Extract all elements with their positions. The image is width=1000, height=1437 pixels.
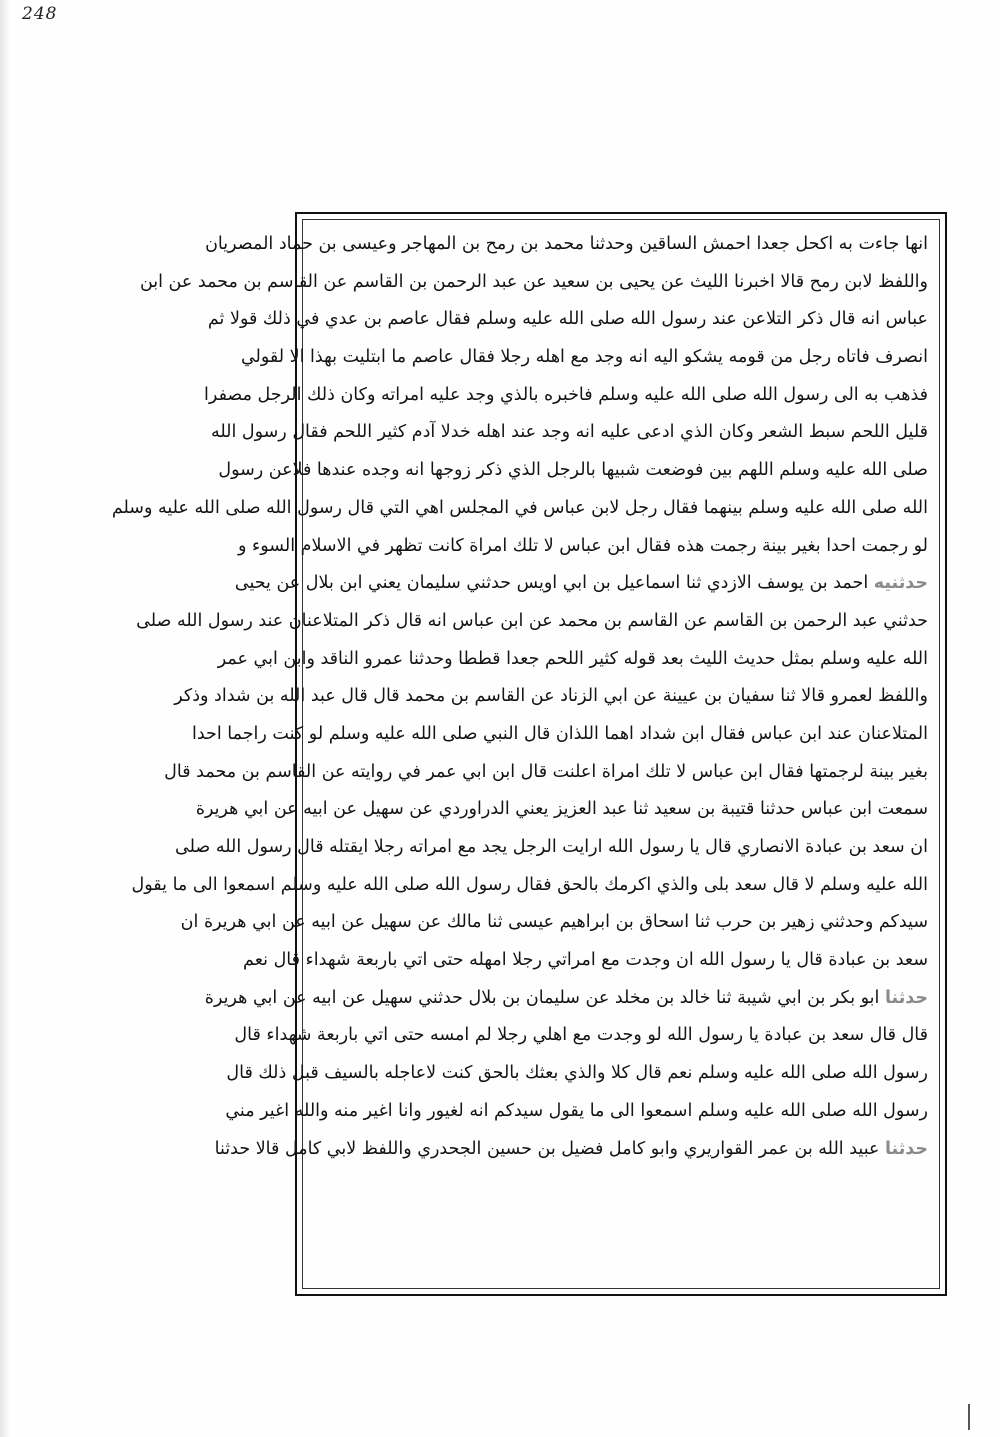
manuscript-line xyxy=(180,904,928,942)
rubric-word: حدثنا xyxy=(884,987,928,1008)
manuscript-line xyxy=(226,1055,928,1093)
line-text: لو رجمت احدا بغير بينة رجمت هذه فقال ابن عباس لا تلك امراة كانت تظهر في الاسلام السوء و xyxy=(238,535,928,556)
manuscript-line xyxy=(238,528,928,566)
manuscript-line xyxy=(195,791,928,829)
manuscript-line xyxy=(174,678,928,716)
manuscript-line xyxy=(217,641,928,679)
manuscript-line xyxy=(234,565,928,603)
line-text: سعد بن عبادة قال يا رسول الله ان وجدت مع امراتي رجلا امهله حتى اتي باربعة شهداء قال نعم xyxy=(243,950,928,971)
manuscript-line xyxy=(139,264,928,302)
manuscript-text-block xyxy=(111,226,928,1282)
manuscript-line xyxy=(192,716,928,754)
manuscript-line xyxy=(240,339,928,377)
line-text: الله صلى الله عليه وسلم بينهما فقال رجل لابن عباس في المجلس اهي التي قال رسول الله صلى الله عليه وسلم xyxy=(111,497,928,518)
manuscript-line xyxy=(225,1093,928,1131)
manuscript-line xyxy=(207,301,928,339)
line-text: الله عليه وسلم لا قال سعد بلى والذي اكرمك بالحق فقال رسول الله صلى الله عليه وسلم اسمعوا الى ما يقول xyxy=(131,874,928,895)
manuscript-line xyxy=(218,452,928,490)
line-text: قال قال سعد بن عبادة يا رسول الله لو وجدت مع اهلي رجلا لم امسه حتى اتي باربعة شهداء قال xyxy=(234,1025,928,1046)
line-text: سيدكم وحدثني زهير بن حرب ثنا اسحاق بن ابراهيم عيسى ثنا مالك عن سهيل عن ابيه عن ابي هريرة ان xyxy=(180,912,928,933)
line-text: واللفظ لعمرو قالا ثنا سفيان بن عيينة عن ابي الزناد عن القاسم بن محمد قال قال عبد الله بن شداد وذكر xyxy=(174,686,928,707)
line-text: سمعت ابن عباس حدثنا قتيبة بن سعيد ثنا عبد العزيز يعني الدراوردي عن سهيل عن ابيه عن ابي هريرة xyxy=(195,799,928,820)
manuscript-line xyxy=(175,829,928,867)
line-text: فذهب به الى رسول الله صلى الله عليه وسلم فاخبره بالذي وجد عليه امراته وكان ذلك الرجل مصفرا xyxy=(204,384,928,405)
line-text: عباس انه قال ذكر التلاعن عند رسول الله صلى الله عليه وسلم فقال عاصم بن عدي في ذلك قولا ثم xyxy=(207,309,928,330)
binding-shadow xyxy=(0,0,10,1437)
line-text: ابو بكر بن ابي شيبة ثنا خالد بن مخلد عن سليمان بن بلال حدثني سهيل عن ابيه عن ابي هريرة xyxy=(204,987,885,1008)
manuscript-line xyxy=(204,980,928,1018)
manuscript-line xyxy=(111,490,928,528)
line-text: الله عليه وسلم بمثل حديث الليث بعد قوله كثير اللحم جعدا قططا وحدثنا عمرو الناقد وابن ابي عمر xyxy=(217,648,928,669)
page-edge-mark xyxy=(968,1404,970,1430)
rubric-word: حدثنا xyxy=(884,1138,928,1159)
line-text: رسول الله صلى الله عليه وسلم نعم قال كلا والذي بعثك بالحق كنت لاعاجله بالسيف قبل ذلك قال xyxy=(226,1063,928,1084)
line-text: احمد بن يوسف الازدي ثنا اسماعيل بن ابي اويس حدثني سليمان يعني ابن بلال عن يحيى xyxy=(234,573,874,594)
line-text: انصرف فاتاه رجل من قومه يشكو اليه انه وجد مع اهله رجلا فقال عاصم ما ابتليت بهذا الا لقولي xyxy=(240,347,928,368)
manuscript-line xyxy=(243,942,928,980)
line-text: حدثني عبد الرحمن بن القاسم عن القاسم بن محمد عن ابن عباس انه قال ذكر المتلاعنان عند رسول الله صلى xyxy=(136,610,928,631)
line-text: ان سعد بن عبادة الانصاري قال يا رسول الله ارايت الرجل يجد مع امراته رجلا ايقتله قال رسول الله صلى xyxy=(175,837,928,857)
manuscript-line xyxy=(214,1131,928,1169)
line-text: قليل اللحم سبط الشعر وكان الذي ادعى عليه انه وجد عند اهله خدلا آدم كثير اللحم فقال رسول الله xyxy=(210,422,928,443)
line-text: بغير بينة لرجمتها فقال ابن عباس لا تلك امراة اعلنت قال ابن ابي عمر في روايته عن القاسم بن محمد قال xyxy=(164,761,928,782)
rubric-word: حدثنيه xyxy=(873,573,928,594)
manuscript-line xyxy=(204,377,928,415)
line-text: صلى الله عليه وسلم اللهم بين فوضعت شبيها بالرجل الذي ذكر زوجها انه وجده عندها فلاعن رسول xyxy=(218,460,928,481)
manuscript-line xyxy=(210,414,928,452)
manuscript-line xyxy=(131,867,928,905)
line-text: رسول الله صلى الله عليه وسلم اسمعوا الى ما يقول سيدكم انه لغيور وانا اغير منه والله اغير مني xyxy=(225,1100,928,1121)
manuscript-line xyxy=(136,603,928,641)
line-text: عبيد الله بن عمر القواريري وابو كامل فضيل بن حسين الجحدري واللفظ لابي كامل قالا حدثنا xyxy=(214,1138,885,1159)
line-text: انها جاءت به اكحل جعدا احمش الساقين وحدثنا محمد بن رمح بن المهاجر وعيسى بن حماد المصريان xyxy=(205,234,928,254)
line-text: واللفظ لابن رمح قالا اخبرنا الليث عن يحيى بن سعيد عن عبد الرحمن بن القاسم عن القاسم بن محمد عن ابن xyxy=(139,271,928,292)
manuscript-line xyxy=(234,1017,928,1055)
manuscript-line xyxy=(164,754,928,792)
page-number: 248 xyxy=(22,4,58,24)
line-text: المتلاعنان عند ابن عباس فقال ابن شداد اهما اللذان قال النبي صلى الله عليه وسلم لو كنت راجما احدا xyxy=(192,723,928,744)
manuscript-line xyxy=(205,226,928,264)
